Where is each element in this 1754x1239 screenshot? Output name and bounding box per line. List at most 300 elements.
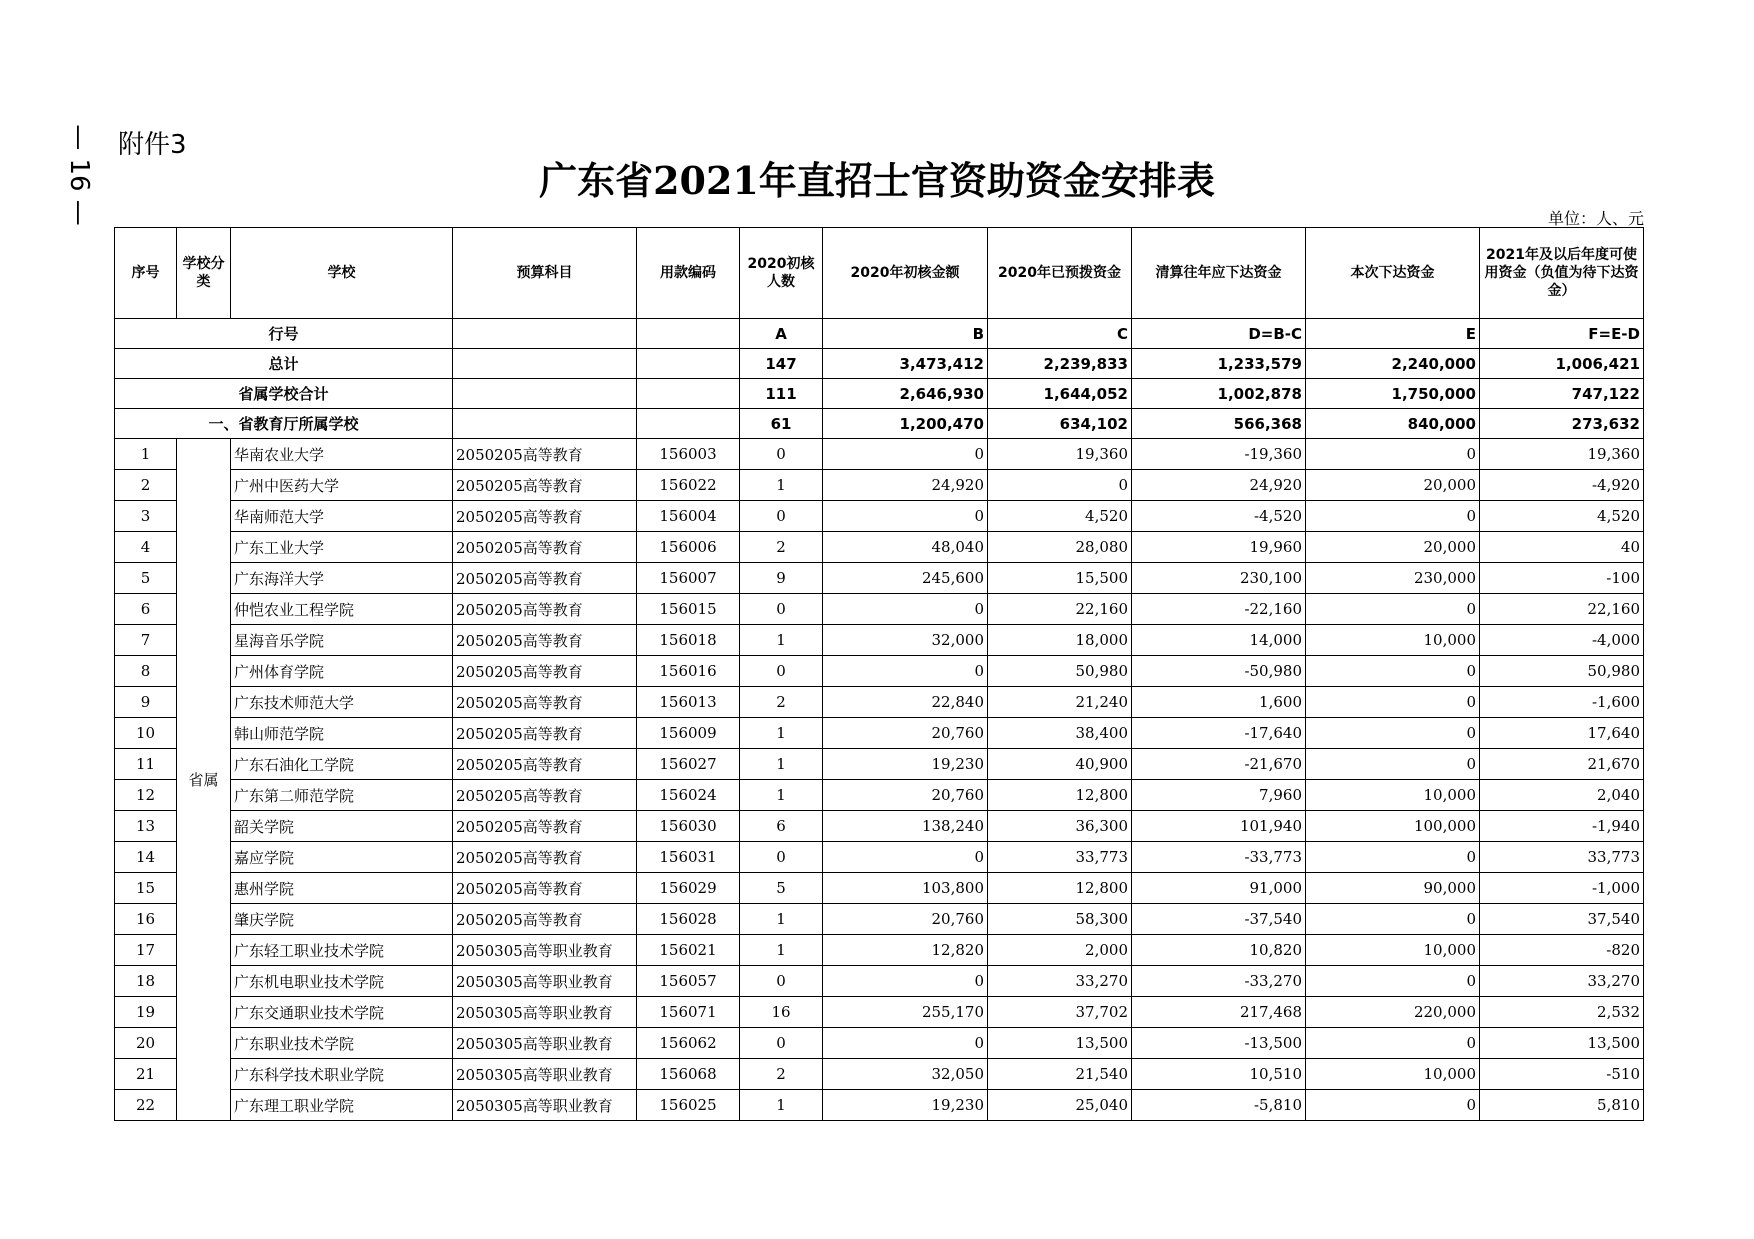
dept-available: 273,632 xyxy=(1480,409,1644,439)
seq-cell: 8 xyxy=(115,656,177,687)
seq-cell: 22 xyxy=(115,1090,177,1121)
budget-cell: 2050305高等职业教育 xyxy=(453,966,637,997)
settle-cell: 24,920 xyxy=(1132,470,1306,501)
budget-cell: 2050305高等职业教育 xyxy=(453,997,637,1028)
table-row xyxy=(115,470,1644,501)
school-cell: 广东科学技术职业学院 xyxy=(231,1059,453,1090)
budget-cell: 2050205高等教育 xyxy=(453,749,637,780)
line-number-row xyxy=(115,319,1644,349)
amount-cell: 22,840 xyxy=(823,687,988,718)
line-issue: E xyxy=(1306,319,1480,349)
allocated-cell: 19,360 xyxy=(988,439,1132,470)
count-cell: 9 xyxy=(740,563,823,594)
header-row xyxy=(115,228,1644,319)
code-cell: 156015 xyxy=(637,594,740,625)
seq-cell: 11 xyxy=(115,749,177,780)
budget-cell: 2050305高等职业教育 xyxy=(453,1028,637,1059)
issue-cell: 100,000 xyxy=(1306,811,1480,842)
count-cell: 0 xyxy=(740,1028,823,1059)
seq-cell: 3 xyxy=(115,501,177,532)
amount-cell: 19,230 xyxy=(823,1090,988,1121)
allocated-cell: 13,500 xyxy=(988,1028,1132,1059)
amount-cell: 0 xyxy=(823,656,988,687)
document-title: 广东省2021年直招士官资助资金安排表 xyxy=(539,158,1215,203)
allocated-cell: 4,520 xyxy=(988,501,1132,532)
issue-cell: 90,000 xyxy=(1306,873,1480,904)
empty-cell xyxy=(453,379,637,409)
amount-cell: 0 xyxy=(823,842,988,873)
budget-cell: 2050205高等教育 xyxy=(453,625,637,656)
settle-cell: -21,670 xyxy=(1132,749,1306,780)
issue-cell: 0 xyxy=(1306,439,1480,470)
budget-cell: 2050205高等教育 xyxy=(453,470,637,501)
seq-cell: 2 xyxy=(115,470,177,501)
allocated-cell: 22,160 xyxy=(988,594,1132,625)
code-cell: 156022 xyxy=(637,470,740,501)
budget-cell: 2050305高等职业教育 xyxy=(453,1059,637,1090)
settle-cell: -33,270 xyxy=(1132,966,1306,997)
school-cell: 韩山师范学院 xyxy=(231,718,453,749)
issue-cell: 0 xyxy=(1306,1028,1480,1059)
count-cell: 0 xyxy=(740,966,823,997)
allocated-cell: 58,300 xyxy=(988,904,1132,935)
header-count: 2020初核人数 xyxy=(740,228,823,319)
issue-cell: 0 xyxy=(1306,687,1480,718)
available-cell: 19,360 xyxy=(1480,439,1644,470)
amount-cell: 0 xyxy=(823,594,988,625)
settle-cell: 230,100 xyxy=(1132,563,1306,594)
count-cell: 0 xyxy=(740,594,823,625)
settle-cell: 101,940 xyxy=(1132,811,1306,842)
issue-cell: 230,000 xyxy=(1306,563,1480,594)
school-cell: 仲恺农业工程学院 xyxy=(231,594,453,625)
table-row xyxy=(115,656,1644,687)
seq-cell: 16 xyxy=(115,904,177,935)
available-cell: 50,980 xyxy=(1480,656,1644,687)
page-number: — 16 — xyxy=(64,124,94,226)
available-cell: 17,640 xyxy=(1480,718,1644,749)
table-row xyxy=(115,1059,1644,1090)
code-cell: 156013 xyxy=(637,687,740,718)
issue-cell: 0 xyxy=(1306,718,1480,749)
attachment-label: 附件3 xyxy=(118,130,187,160)
available-cell: 2,532 xyxy=(1480,997,1644,1028)
amount-cell: 138,240 xyxy=(823,811,988,842)
amount-cell: 255,170 xyxy=(823,997,988,1028)
settle-cell: 10,820 xyxy=(1132,935,1306,966)
provincial-count: 111 xyxy=(740,379,823,409)
code-cell: 156016 xyxy=(637,656,740,687)
code-cell: 156031 xyxy=(637,842,740,873)
table-row xyxy=(115,1090,1644,1121)
amount-cell: 20,760 xyxy=(823,780,988,811)
seq-cell: 10 xyxy=(115,718,177,749)
settle-cell: -37,540 xyxy=(1132,904,1306,935)
budget-cell: 2050205高等教育 xyxy=(453,904,637,935)
allocated-cell: 12,800 xyxy=(988,873,1132,904)
line-label: 行号 xyxy=(115,319,453,349)
count-cell: 0 xyxy=(740,656,823,687)
count-cell: 2 xyxy=(740,687,823,718)
amount-cell: 12,820 xyxy=(823,935,988,966)
education-dept-row xyxy=(115,409,1644,439)
allocated-cell: 38,400 xyxy=(988,718,1132,749)
category-cell: 省属 xyxy=(177,439,231,1121)
table-row xyxy=(115,904,1644,935)
settle-cell: -4,520 xyxy=(1132,501,1306,532)
provincial-label: 省属学校合计 xyxy=(115,379,453,409)
table-row xyxy=(115,997,1644,1028)
budget-cell: 2050205高等教育 xyxy=(453,439,637,470)
allocated-cell: 37,702 xyxy=(988,997,1132,1028)
total-count: 147 xyxy=(740,349,823,379)
school-cell: 广东轻工职业技术学院 xyxy=(231,935,453,966)
available-cell: -100 xyxy=(1480,563,1644,594)
empty-cell xyxy=(637,349,740,379)
school-cell: 韶关学院 xyxy=(231,811,453,842)
school-cell: 华南师范大学 xyxy=(231,501,453,532)
budget-cell: 2050305高等职业教育 xyxy=(453,1090,637,1121)
code-cell: 156068 xyxy=(637,1059,740,1090)
line-count: A xyxy=(740,319,823,349)
issue-cell: 10,000 xyxy=(1306,935,1480,966)
count-cell: 16 xyxy=(740,997,823,1028)
school-cell: 广东理工职业学院 xyxy=(231,1090,453,1121)
seq-cell: 9 xyxy=(115,687,177,718)
count-cell: 6 xyxy=(740,811,823,842)
header-available: 2021年及以后年度可使用资金（负值为待下达资金） xyxy=(1480,228,1644,319)
budget-cell: 2050205高等教育 xyxy=(453,501,637,532)
count-cell: 1 xyxy=(740,935,823,966)
total-label: 总计 xyxy=(115,349,453,379)
school-cell: 广州中医药大学 xyxy=(231,470,453,501)
issue-cell: 0 xyxy=(1306,842,1480,873)
school-cell: 广东职业技术学院 xyxy=(231,1028,453,1059)
allocated-cell: 28,080 xyxy=(988,532,1132,563)
school-cell: 嘉应学院 xyxy=(231,842,453,873)
amount-cell: 0 xyxy=(823,966,988,997)
allocated-cell: 33,773 xyxy=(988,842,1132,873)
table-row xyxy=(115,625,1644,656)
allocated-cell: 0 xyxy=(988,470,1132,501)
available-cell: 5,810 xyxy=(1480,1090,1644,1121)
settle-cell: -17,640 xyxy=(1132,718,1306,749)
header-amount: 2020年初核金额 xyxy=(823,228,988,319)
settle-cell: 7,960 xyxy=(1132,780,1306,811)
amount-cell: 24,920 xyxy=(823,470,988,501)
available-cell: -4,920 xyxy=(1480,470,1644,501)
allocated-cell: 2,000 xyxy=(988,935,1132,966)
allocation-table xyxy=(114,227,1644,1121)
amount-cell: 20,760 xyxy=(823,904,988,935)
available-cell: 21,670 xyxy=(1480,749,1644,780)
code-cell: 156062 xyxy=(637,1028,740,1059)
settle-cell: 91,000 xyxy=(1132,873,1306,904)
table-row xyxy=(115,749,1644,780)
budget-cell: 2050205高等教育 xyxy=(453,873,637,904)
table-row xyxy=(115,594,1644,625)
table-row xyxy=(115,532,1644,563)
total-allocated: 2,239,833 xyxy=(988,349,1132,379)
issue-cell: 10,000 xyxy=(1306,1059,1480,1090)
settle-cell: 19,960 xyxy=(1132,532,1306,563)
settle-cell: -50,980 xyxy=(1132,656,1306,687)
school-cell: 广东石油化工学院 xyxy=(231,749,453,780)
budget-cell: 2050205高等教育 xyxy=(453,656,637,687)
issue-cell: 0 xyxy=(1306,656,1480,687)
unit-label: 单位：人、元 xyxy=(1547,209,1644,228)
dept-allocated: 634,102 xyxy=(988,409,1132,439)
total-amount: 3,473,412 xyxy=(823,349,988,379)
header-budget: 预算科目 xyxy=(453,228,637,319)
school-cell: 惠州学院 xyxy=(231,873,453,904)
code-cell: 156004 xyxy=(637,501,740,532)
header-category: 学校分类 xyxy=(177,228,231,319)
total-available: 1,006,421 xyxy=(1480,349,1644,379)
provincial-total-row xyxy=(115,379,1644,409)
code-cell: 156024 xyxy=(637,780,740,811)
settle-cell: 1,600 xyxy=(1132,687,1306,718)
allocated-cell: 36,300 xyxy=(988,811,1132,842)
seq-cell: 15 xyxy=(115,873,177,904)
count-cell: 1 xyxy=(740,904,823,935)
available-cell: -510 xyxy=(1480,1059,1644,1090)
table-row xyxy=(115,842,1644,873)
issue-cell: 0 xyxy=(1306,904,1480,935)
code-cell: 156003 xyxy=(637,439,740,470)
count-cell: 1 xyxy=(740,470,823,501)
available-cell: -820 xyxy=(1480,935,1644,966)
seq-cell: 20 xyxy=(115,1028,177,1059)
issue-cell: 0 xyxy=(1306,1090,1480,1121)
budget-cell: 2050205高等教育 xyxy=(453,811,637,842)
seq-cell: 12 xyxy=(115,780,177,811)
settle-cell: -5,810 xyxy=(1132,1090,1306,1121)
code-cell: 156006 xyxy=(637,532,740,563)
code-cell: 156028 xyxy=(637,904,740,935)
provincial-issue: 1,750,000 xyxy=(1306,379,1480,409)
settle-cell: 217,468 xyxy=(1132,997,1306,1028)
seq-cell: 17 xyxy=(115,935,177,966)
seq-cell: 7 xyxy=(115,625,177,656)
school-cell: 星海音乐学院 xyxy=(231,625,453,656)
header-seq: 序号 xyxy=(115,228,177,319)
seq-cell: 18 xyxy=(115,966,177,997)
budget-cell: 2050305高等职业教育 xyxy=(453,935,637,966)
header-issue: 本次下达资金 xyxy=(1306,228,1480,319)
amount-cell: 20,760 xyxy=(823,718,988,749)
table-row xyxy=(115,501,1644,532)
empty-cell xyxy=(453,409,637,439)
count-cell: 0 xyxy=(740,842,823,873)
empty-cell xyxy=(453,349,637,379)
line-settle: D=B-C xyxy=(1132,319,1306,349)
table-row xyxy=(115,439,1644,470)
available-cell: 2,040 xyxy=(1480,780,1644,811)
code-cell: 156030 xyxy=(637,811,740,842)
line-available: F=E-D xyxy=(1480,319,1644,349)
allocated-cell: 15,500 xyxy=(988,563,1132,594)
issue-cell: 10,000 xyxy=(1306,780,1480,811)
line-allocated: C xyxy=(988,319,1132,349)
allocated-cell: 12,800 xyxy=(988,780,1132,811)
dept-count: 61 xyxy=(740,409,823,439)
settle-cell: 10,510 xyxy=(1132,1059,1306,1090)
seq-cell: 1 xyxy=(115,439,177,470)
dept-label: 一、省教育厅所属学校 xyxy=(115,409,453,439)
seq-cell: 21 xyxy=(115,1059,177,1090)
code-cell: 156007 xyxy=(637,563,740,594)
budget-cell: 2050205高等教育 xyxy=(453,532,637,563)
school-cell: 广东技术师范大学 xyxy=(231,687,453,718)
seq-cell: 19 xyxy=(115,997,177,1028)
school-cell: 广东第二师范学院 xyxy=(231,780,453,811)
available-cell: 4,520 xyxy=(1480,501,1644,532)
issue-cell: 0 xyxy=(1306,966,1480,997)
dept-amount: 1,200,470 xyxy=(823,409,988,439)
settle-cell: -13,500 xyxy=(1132,1028,1306,1059)
code-cell: 156057 xyxy=(637,966,740,997)
count-cell: 2 xyxy=(740,1059,823,1090)
school-cell: 广东机电职业技术学院 xyxy=(231,966,453,997)
available-cell: 33,270 xyxy=(1480,966,1644,997)
line-amount: B xyxy=(823,319,988,349)
table-row xyxy=(115,873,1644,904)
available-cell: 40 xyxy=(1480,532,1644,563)
budget-cell: 2050205高等教育 xyxy=(453,594,637,625)
seq-cell: 4 xyxy=(115,532,177,563)
code-cell: 156018 xyxy=(637,625,740,656)
count-cell: 1 xyxy=(740,749,823,780)
issue-cell: 10,000 xyxy=(1306,625,1480,656)
settle-cell: -33,773 xyxy=(1132,842,1306,873)
provincial-available: 747,122 xyxy=(1480,379,1644,409)
header-school: 学校 xyxy=(231,228,453,319)
allocated-cell: 33,270 xyxy=(988,966,1132,997)
allocated-cell: 50,980 xyxy=(988,656,1132,687)
amount-cell: 32,050 xyxy=(823,1059,988,1090)
table-row xyxy=(115,1028,1644,1059)
total-issue: 2,240,000 xyxy=(1306,349,1480,379)
code-cell: 156029 xyxy=(637,873,740,904)
empty-cell xyxy=(637,379,740,409)
amount-cell: 103,800 xyxy=(823,873,988,904)
provincial-allocated: 1,644,052 xyxy=(988,379,1132,409)
seq-cell: 13 xyxy=(115,811,177,842)
empty-cell xyxy=(637,409,740,439)
budget-cell: 2050205高等教育 xyxy=(453,780,637,811)
table-row xyxy=(115,811,1644,842)
budget-cell: 2050205高等教育 xyxy=(453,687,637,718)
available-cell: -1,940 xyxy=(1480,811,1644,842)
allocated-cell: 25,040 xyxy=(988,1090,1132,1121)
issue-cell: 20,000 xyxy=(1306,532,1480,563)
provincial-settle: 1,002,878 xyxy=(1132,379,1306,409)
code-cell: 156021 xyxy=(637,935,740,966)
available-cell: 13,500 xyxy=(1480,1028,1644,1059)
available-cell: -4,000 xyxy=(1480,625,1644,656)
amount-cell: 19,230 xyxy=(823,749,988,780)
empty-cell xyxy=(637,319,740,349)
count-cell: 0 xyxy=(740,439,823,470)
count-cell: 2 xyxy=(740,532,823,563)
header-settle: 清算往年应下达资金 xyxy=(1132,228,1306,319)
available-cell: -1,000 xyxy=(1480,873,1644,904)
available-cell: 22,160 xyxy=(1480,594,1644,625)
total-row xyxy=(115,349,1644,379)
settle-cell: -22,160 xyxy=(1132,594,1306,625)
empty-cell xyxy=(453,319,637,349)
budget-cell: 2050205高等教育 xyxy=(453,563,637,594)
header-code: 用款编码 xyxy=(637,228,740,319)
amount-cell: 0 xyxy=(823,439,988,470)
allocated-cell: 40,900 xyxy=(988,749,1132,780)
code-cell: 156025 xyxy=(637,1090,740,1121)
count-cell: 1 xyxy=(740,780,823,811)
settle-cell: 14,000 xyxy=(1132,625,1306,656)
dept-issue: 840,000 xyxy=(1306,409,1480,439)
code-cell: 156009 xyxy=(637,718,740,749)
seq-cell: 5 xyxy=(115,563,177,594)
amount-cell: 245,600 xyxy=(823,563,988,594)
issue-cell: 0 xyxy=(1306,749,1480,780)
settle-cell: -19,360 xyxy=(1132,439,1306,470)
issue-cell: 0 xyxy=(1306,501,1480,532)
available-cell: -1,600 xyxy=(1480,687,1644,718)
table-row xyxy=(115,718,1644,749)
school-cell: 广东交通职业技术学院 xyxy=(231,997,453,1028)
amount-cell: 0 xyxy=(823,1028,988,1059)
allocated-cell: 21,240 xyxy=(988,687,1132,718)
amount-cell: 48,040 xyxy=(823,532,988,563)
school-cell: 华南农业大学 xyxy=(231,439,453,470)
dept-settle: 566,368 xyxy=(1132,409,1306,439)
count-cell: 1 xyxy=(740,625,823,656)
count-cell: 1 xyxy=(740,718,823,749)
code-cell: 156027 xyxy=(637,749,740,780)
code-cell: 156071 xyxy=(637,997,740,1028)
table-row xyxy=(115,687,1644,718)
amount-cell: 0 xyxy=(823,501,988,532)
school-cell: 肇庆学院 xyxy=(231,904,453,935)
amount-cell: 32,000 xyxy=(823,625,988,656)
budget-cell: 2050205高等教育 xyxy=(453,842,637,873)
table-row xyxy=(115,966,1644,997)
allocated-cell: 18,000 xyxy=(988,625,1132,656)
available-cell: 37,540 xyxy=(1480,904,1644,935)
issue-cell: 0 xyxy=(1306,594,1480,625)
allocated-cell: 21,540 xyxy=(988,1059,1132,1090)
seq-cell: 6 xyxy=(115,594,177,625)
issue-cell: 20,000 xyxy=(1306,470,1480,501)
provincial-amount: 2,646,930 xyxy=(823,379,988,409)
available-cell: 33,773 xyxy=(1480,842,1644,873)
total-settle: 1,233,579 xyxy=(1132,349,1306,379)
school-cell: 广东工业大学 xyxy=(231,532,453,563)
school-cell: 广东海洋大学 xyxy=(231,563,453,594)
table-row xyxy=(115,563,1644,594)
school-cell: 广州体育学院 xyxy=(231,656,453,687)
table-row xyxy=(115,780,1644,811)
header-allocated: 2020年已预拨资金 xyxy=(988,228,1132,319)
count-cell: 5 xyxy=(740,873,823,904)
count-cell: 1 xyxy=(740,1090,823,1121)
count-cell: 0 xyxy=(740,501,823,532)
table-row xyxy=(115,935,1644,966)
seq-cell: 14 xyxy=(115,842,177,873)
issue-cell: 220,000 xyxy=(1306,997,1480,1028)
budget-cell: 2050205高等教育 xyxy=(453,718,637,749)
